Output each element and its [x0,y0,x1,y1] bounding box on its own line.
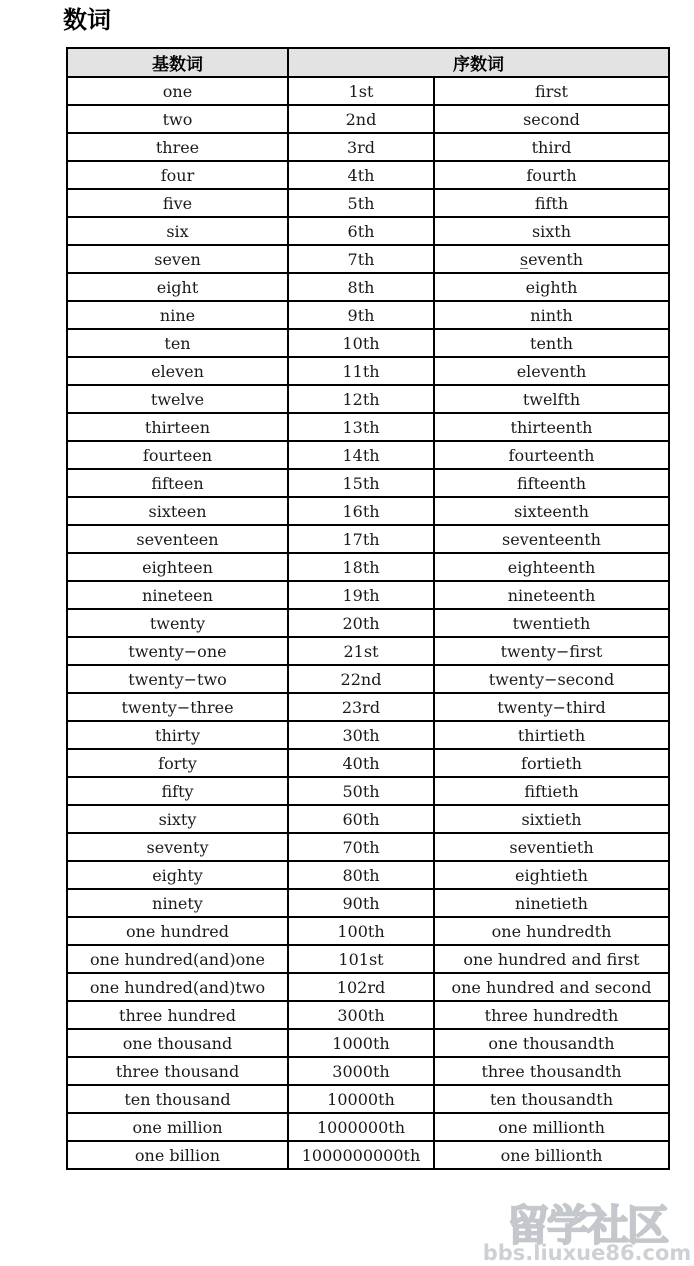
ordinal-word-cell: one millionth [434,1113,669,1141]
table-row [67,693,669,721]
cardinal-cell: eight [67,273,288,301]
ordinal-word-cell: three thousandth [434,1057,669,1085]
ordinal-abbr-cell: 10th [288,329,434,357]
ordinal-abbr-cell: 19th [288,581,434,609]
table-row [67,497,669,525]
ordinal-word-cell: sixtieth [434,805,669,833]
cardinal-cell: thirteen [67,413,288,441]
ordinal-abbr-cell: 17th [288,525,434,553]
ordinal-abbr-cell: 90th [288,889,434,917]
table-row [67,637,669,665]
cardinal-cell: seven [67,245,288,273]
cardinal-cell: seventeen [67,525,288,553]
cardinal-cell: twelve [67,385,288,413]
cardinal-cell: one hundred(and)two [67,973,288,1001]
ordinal-word-cell: fourth [434,161,669,189]
ordinal-word-cell: first [434,77,669,105]
ordinal-abbr-cell: 101st [288,945,434,973]
table-row [67,329,669,357]
cardinal-cell: fifty [67,777,288,805]
ordinal-abbr-cell: 21st [288,637,434,665]
ordinal-word-cell: sixteenth [434,497,669,525]
table-row [67,385,669,413]
ordinal-abbr-cell: 1st [288,77,434,105]
cardinal-cell: ninety [67,889,288,917]
cardinal-cell: eleven [67,357,288,385]
cardinal-cell: nine [67,301,288,329]
ordinal-word-cell: one hundredth [434,917,669,945]
table-row [67,133,669,161]
ordinal-abbr-cell: 1000000000th [288,1141,434,1169]
ordinal-abbr-cell: 60th [288,805,434,833]
table-row [67,1141,669,1169]
table-row [67,973,669,1001]
watermark [482,1201,692,1265]
cardinal-cell: forty [67,749,288,777]
ordinal-word-cell: seventeenth [434,525,669,553]
table-row [67,777,669,805]
table-row [67,161,669,189]
table-row [67,665,669,693]
ordinal-abbr-cell: 1000000th [288,1113,434,1141]
ordinal-word-cell: one hundred and second [434,973,669,1001]
table-row [67,749,669,777]
cardinal-cell: three thousand [67,1057,288,1085]
table-row [67,301,669,329]
table-row [67,581,669,609]
table-row [67,1001,669,1029]
ordinal-word-cell: eighteenth [434,553,669,581]
ordinal-abbr-cell: 18th [288,553,434,581]
table-row [67,1057,669,1085]
ordinal-word-cell: third [434,133,669,161]
ordinal-word-cell: eighth [434,273,669,301]
table-row [67,721,669,749]
table-header [67,48,669,77]
ordinal-abbr-cell: 102rd [288,973,434,1001]
cardinal-cell: ten [67,329,288,357]
ordinal-word-cell: s̲eventh [434,245,669,273]
table-row [67,105,669,133]
cardinal-cell: one million [67,1113,288,1141]
ordinal-word-cell: fiftieth [434,777,669,805]
ordinal-abbr-cell: 16th [288,497,434,525]
header-ordinal: 序数词 [288,48,669,77]
table-row [67,77,669,105]
header-row [67,48,669,77]
table-row [67,357,669,385]
ordinal-word-cell: ninth [434,301,669,329]
numerals-table [66,47,670,1170]
ordinal-word-cell: second [434,105,669,133]
ordinal-abbr-cell: 3rd [288,133,434,161]
cardinal-cell: one [67,77,288,105]
cardinal-cell: four [67,161,288,189]
cardinal-cell: fourteen [67,441,288,469]
ordinal-word-cell: thirteenth [434,413,669,441]
ordinal-abbr-cell: 22nd [288,665,434,693]
cardinal-cell: three hundred [67,1001,288,1029]
ordinal-abbr-cell: 23rd [288,693,434,721]
ordinal-word-cell: fourteenth [434,441,669,469]
ordinal-abbr-cell: 7th [288,245,434,273]
ordinal-word-cell: tenth [434,329,669,357]
table-row [67,441,669,469]
table-row [67,609,669,637]
cardinal-cell: twenty−one [67,637,288,665]
cardinal-cell: ten thousand [67,1085,288,1113]
table-row [67,189,669,217]
ordinal-word-cell: ten thousandth [434,1085,669,1113]
ordinal-abbr-cell: 12th [288,385,434,413]
table-row [67,469,669,497]
cardinal-cell: one thousand [67,1029,288,1057]
ordinal-word-cell: sixth [434,217,669,245]
table-row [67,1113,669,1141]
ordinal-word-cell: seventieth [434,833,669,861]
ordinal-abbr-cell: 2nd [288,105,434,133]
ordinal-word-cell: one thousandth [434,1029,669,1057]
ordinal-abbr-cell: 300th [288,1001,434,1029]
table-body [67,77,669,1169]
ordinal-word-cell: nineteenth [434,581,669,609]
cardinal-cell: six [67,217,288,245]
ordinal-word-cell: twenty−third [434,693,669,721]
table-row [67,413,669,441]
ordinal-abbr-cell: 1000th [288,1029,434,1057]
ordinal-abbr-cell: 14th [288,441,434,469]
cardinal-cell: sixty [67,805,288,833]
ordinal-abbr-cell: 20th [288,609,434,637]
ordinal-word-cell: one billionth [434,1141,669,1169]
cardinal-cell: twenty−two [67,665,288,693]
ordinal-word-cell: eightieth [434,861,669,889]
table-row [67,805,669,833]
cardinal-cell: nineteen [67,581,288,609]
cardinal-cell: three [67,133,288,161]
ordinal-abbr-cell: 3000th [288,1057,434,1085]
table-row [67,525,669,553]
ordinal-abbr-cell: 4th [288,161,434,189]
ordinal-word-cell: eleventh [434,357,669,385]
table-row [67,889,669,917]
ordinal-word-cell: fifteenth [434,469,669,497]
table-row [67,861,669,889]
cardinal-cell: seventy [67,833,288,861]
ordinal-abbr-cell: 9th [288,301,434,329]
ordinal-abbr-cell: 80th [288,861,434,889]
ordinal-word-cell: ninetieth [434,889,669,917]
ordinal-word-cell: thirtieth [434,721,669,749]
ordinal-word-cell: three hundredth [434,1001,669,1029]
ordinal-abbr-cell: 10000th [288,1085,434,1113]
ordinal-abbr-cell: 11th [288,357,434,385]
cardinal-cell: one hundred(and)one [67,945,288,973]
cardinal-cell: eighty [67,861,288,889]
cardinal-cell: sixteen [67,497,288,525]
table-row [67,945,669,973]
cardinal-cell: one billion [67,1141,288,1169]
watermark-logo-text: 留学社区 [506,1201,667,1250]
table-row [67,553,669,581]
ordinal-abbr-cell: 13th [288,413,434,441]
table-row [67,217,669,245]
ordinal-word-cell: twelfth [434,385,669,413]
cardinal-cell: eighteen [67,553,288,581]
table-row [67,833,669,861]
table-row [67,1085,669,1113]
ordinal-word-cell: twenty−first [434,637,669,665]
table-row [67,1029,669,1057]
ordinal-abbr-cell: 15th [288,469,434,497]
ordinal-abbr-cell: 70th [288,833,434,861]
cardinal-cell: two [67,105,288,133]
watermark-url-text: bbs.liuxue86.com [482,1241,692,1265]
header-cardinal: 基数词 [67,48,288,77]
ordinal-word-cell: fifth [434,189,669,217]
table-row [67,917,669,945]
ordinal-abbr-cell: 100th [288,917,434,945]
cardinal-cell: twenty [67,609,288,637]
ordinal-abbr-cell: 40th [288,749,434,777]
ordinal-abbr-cell: 5th [288,189,434,217]
ordinal-word-cell: twenty−second [434,665,669,693]
ordinal-abbr-cell: 30th [288,721,434,749]
ordinal-word-cell: fortieth [434,749,669,777]
table-row [67,245,669,273]
ordinal-word-cell: one hundred and first [434,945,669,973]
ordinal-abbr-cell: 50th [288,777,434,805]
ordinal-word-cell: twentieth [434,609,669,637]
cardinal-cell: fifteen [67,469,288,497]
page-title: 数词 [63,6,111,34]
ordinal-abbr-cell: 8th [288,273,434,301]
cardinal-cell: thirty [67,721,288,749]
cardinal-cell: twenty−three [67,693,288,721]
ordinal-abbr-cell: 6th [288,217,434,245]
cardinal-cell: five [67,189,288,217]
table-row [67,273,669,301]
cardinal-cell: one hundred [67,917,288,945]
